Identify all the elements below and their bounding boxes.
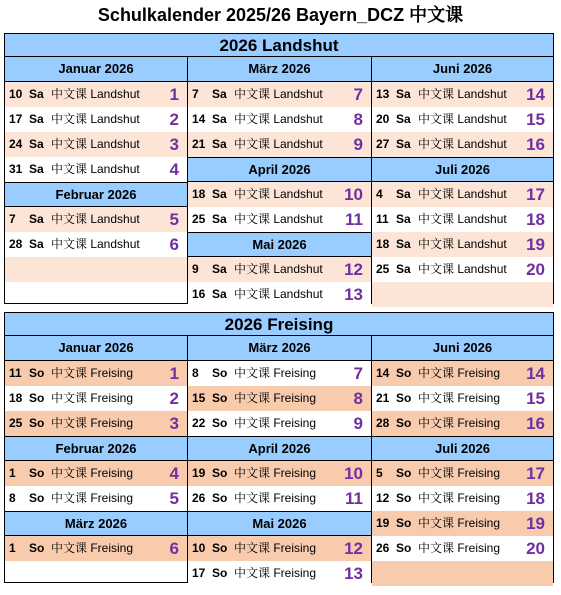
- event-name: 中文课 Freising: [51, 541, 134, 555]
- lesson-number: 11: [345, 210, 363, 229]
- event-name: 中文课 Landshut: [234, 212, 323, 226]
- page-title: Schulkalender 2025/26 Bayern_DCZ 中文课: [97, 5, 464, 25]
- lesson-number: 9: [353, 135, 363, 154]
- weekday: So: [212, 366, 228, 380]
- weekday: Sa: [396, 187, 411, 201]
- lesson-number: 10: [344, 185, 363, 204]
- empty-cell: [372, 561, 553, 586]
- event-name: 中文课 Freising: [51, 491, 134, 505]
- weekday: So: [29, 416, 45, 430]
- day-number: 28: [9, 237, 23, 251]
- event-row: [372, 486, 553, 511]
- event-row: [372, 361, 553, 386]
- month-header: Januar 2026: [5, 336, 187, 361]
- day-number: 25: [376, 262, 390, 276]
- month-rows: [5, 207, 187, 257]
- weekday: So: [212, 566, 228, 580]
- day-number: 10: [9, 87, 23, 101]
- event-name: 中文课 Landshut: [234, 87, 323, 101]
- freising-column-3: [372, 336, 553, 582]
- weekday: Sa: [212, 187, 227, 201]
- weekday: So: [212, 391, 228, 405]
- lesson-number: 20: [526, 260, 545, 279]
- lesson-number: 8: [353, 389, 363, 408]
- event-row: [188, 257, 371, 282]
- event-name: 中文课 Landshut: [418, 137, 507, 151]
- day-number: 9: [192, 262, 199, 276]
- weekday: So: [212, 416, 228, 430]
- weekday: Sa: [212, 287, 227, 301]
- weekday: Sa: [212, 262, 227, 276]
- month-header: Januar 2026: [5, 57, 187, 82]
- lesson-number: 12: [344, 539, 363, 558]
- month-rows: [188, 257, 371, 307]
- month-header: Juni 2026: [372, 57, 553, 82]
- empty-cell: [372, 282, 553, 307]
- event-row: [188, 207, 371, 232]
- day-number: 5: [376, 466, 383, 480]
- event-row: [5, 132, 187, 157]
- event-name: 中文课 Landshut: [418, 262, 507, 276]
- weekday: Sa: [396, 112, 411, 126]
- month-header: März 2026: [5, 511, 187, 536]
- day-number: 26: [192, 491, 206, 505]
- event-name: 中文课 Landshut: [51, 237, 140, 251]
- day-number: 27: [376, 137, 390, 151]
- month-header: Juni 2026: [372, 336, 553, 361]
- lesson-number: 16: [526, 135, 545, 154]
- event-name: 中文课 Freising: [51, 466, 134, 480]
- month-header: Februar 2026: [5, 436, 187, 461]
- month-header: Februar 2026: [5, 182, 187, 207]
- day-number: 10: [192, 541, 206, 555]
- month-rows: [5, 82, 187, 182]
- weekday: So: [396, 541, 412, 555]
- landshut-column-2: [188, 57, 372, 303]
- day-number: 20: [376, 112, 390, 126]
- event-name: 中文课 Landshut: [418, 237, 507, 251]
- day-number: 4: [376, 187, 383, 201]
- event-row: [5, 536, 187, 561]
- event-row: [5, 157, 187, 182]
- freising-column-1: [5, 336, 188, 582]
- day-number: 7: [9, 212, 16, 226]
- day-number: 1: [9, 466, 16, 480]
- event-name: 中文课 Freising: [418, 366, 501, 380]
- lesson-number: 19: [526, 235, 545, 254]
- lesson-number: 4: [169, 464, 179, 483]
- weekday: Sa: [396, 137, 411, 151]
- event-row: [5, 207, 187, 232]
- weekday: So: [29, 541, 45, 555]
- weekday: Sa: [29, 162, 44, 176]
- event-name: 中文课 Landshut: [418, 87, 507, 101]
- day-number: 15: [192, 391, 206, 405]
- day-number: 24: [9, 137, 23, 151]
- weekday: Sa: [212, 212, 227, 226]
- month-rows: [188, 461, 371, 511]
- event-name: 中文课 Landshut: [51, 212, 140, 226]
- day-number: 21: [376, 391, 390, 405]
- lesson-number: 14: [526, 364, 545, 383]
- freising-column-2: [188, 336, 372, 582]
- weekday: Sa: [396, 262, 411, 276]
- lesson-number: 1: [169, 85, 179, 104]
- month-rows: [188, 182, 371, 232]
- lesson-number: 9: [353, 414, 363, 433]
- day-number: 22: [192, 416, 206, 430]
- event-row: [372, 411, 553, 436]
- event-row: [372, 536, 553, 561]
- event-name: 中文课 Freising: [418, 491, 501, 505]
- event-row: [5, 232, 187, 257]
- lesson-number: 15: [526, 389, 545, 408]
- month-header: Juli 2026: [372, 157, 553, 182]
- day-number: 16: [192, 287, 206, 301]
- event-name: 中文课 Freising: [418, 541, 501, 555]
- weekday: So: [29, 366, 45, 380]
- event-row: [372, 511, 553, 536]
- event-name: 中文课 Freising: [234, 366, 317, 380]
- freising-heading: 2026 Freising: [5, 313, 553, 336]
- day-number: 26: [376, 541, 390, 555]
- event-row: [372, 182, 553, 207]
- event-name: 中文课 Freising: [234, 391, 317, 405]
- day-number: 19: [376, 516, 390, 530]
- event-row: [188, 461, 371, 486]
- event-row: [188, 82, 371, 107]
- event-row: [372, 461, 553, 486]
- day-number: 11: [9, 366, 22, 380]
- lesson-number: 17: [526, 185, 545, 204]
- event-row: [5, 486, 187, 511]
- lesson-number: 18: [526, 489, 545, 508]
- landshut-column-1: [5, 57, 188, 303]
- event-row: [5, 361, 187, 386]
- event-row: [188, 561, 371, 586]
- event-row: [372, 132, 553, 157]
- lesson-number: 1: [169, 364, 179, 383]
- day-number: 28: [376, 416, 390, 430]
- month-header: April 2026: [188, 157, 371, 182]
- event-name: 中文课 Landshut: [234, 137, 323, 151]
- weekday: So: [396, 391, 412, 405]
- weekday: Sa: [29, 87, 44, 101]
- lesson-number: 13: [344, 285, 363, 304]
- event-name: 中文课 Landshut: [234, 112, 323, 126]
- day-number: 31: [9, 162, 23, 176]
- day-number: 14: [376, 366, 390, 380]
- lesson-number: 7: [353, 85, 363, 104]
- event-row: [372, 232, 553, 257]
- landshut-heading: 2026 Landshut: [5, 34, 553, 57]
- event-row: [372, 82, 553, 107]
- lesson-number: 5: [169, 210, 179, 229]
- event-name: 中文课 Landshut: [51, 87, 140, 101]
- event-row: [188, 386, 371, 411]
- day-number: 14: [192, 112, 206, 126]
- day-number: 18: [192, 187, 206, 201]
- month-rows: [5, 536, 187, 561]
- month-header: März 2026: [188, 57, 371, 82]
- event-name: 中文课 Landshut: [51, 137, 140, 151]
- month-rows: [5, 361, 187, 436]
- lesson-number: 8: [353, 110, 363, 129]
- month-header: Mai 2026: [188, 232, 371, 257]
- day-number: 8: [192, 366, 199, 380]
- event-name: 中文课 Landshut: [418, 187, 507, 201]
- lesson-number: 12: [344, 260, 363, 279]
- month-rows: [372, 182, 553, 282]
- month-rows: [372, 361, 553, 436]
- day-number: 21: [192, 137, 206, 151]
- weekday: So: [212, 541, 228, 555]
- event-name: 中文课 Freising: [51, 366, 134, 380]
- month-header: April 2026: [188, 436, 371, 461]
- lesson-number: 18: [526, 210, 545, 229]
- event-name: 中文课 Landshut: [234, 262, 323, 276]
- weekday: So: [212, 491, 228, 505]
- event-name: 中文课 Freising: [234, 566, 317, 580]
- lesson-number: 3: [169, 414, 179, 433]
- day-number: 7: [192, 87, 199, 101]
- event-row: [5, 386, 187, 411]
- month-header: Mai 2026: [188, 511, 371, 536]
- month-rows: [188, 536, 371, 586]
- lesson-number: 16: [526, 414, 545, 433]
- lesson-number: 20: [526, 539, 545, 558]
- event-row: [372, 257, 553, 282]
- month-rows: [372, 82, 553, 157]
- weekday: Sa: [396, 212, 411, 226]
- day-number: 1: [9, 541, 16, 555]
- weekday: Sa: [212, 112, 227, 126]
- event-name: 中文课 Freising: [418, 466, 501, 480]
- weekday: Sa: [29, 237, 44, 251]
- event-name: 中文课 Freising: [418, 516, 501, 530]
- day-number: 13: [376, 87, 390, 101]
- lesson-number: 2: [169, 389, 179, 408]
- event-row: [372, 386, 553, 411]
- weekday: So: [396, 466, 412, 480]
- event-name: 中文课 Freising: [51, 391, 134, 405]
- month-rows: [188, 361, 371, 436]
- lesson-number: 6: [169, 539, 179, 558]
- event-name: 中文课 Landshut: [234, 187, 323, 201]
- event-row: [5, 461, 187, 486]
- lesson-number: 11: [345, 489, 363, 508]
- lesson-number: 4: [169, 160, 179, 179]
- weekday: Sa: [396, 87, 411, 101]
- freising-calendar: [4, 312, 554, 583]
- weekday: So: [212, 466, 228, 480]
- event-name: 中文课 Landshut: [234, 287, 323, 301]
- lesson-number: 5: [169, 489, 179, 508]
- event-row: [372, 107, 553, 132]
- month-rows: [188, 82, 371, 157]
- event-row: [188, 132, 371, 157]
- lesson-number: 3: [169, 135, 179, 154]
- event-row: [188, 411, 371, 436]
- event-name: 中文课 Freising: [418, 391, 501, 405]
- event-row: [5, 411, 187, 436]
- empty-cell: [5, 282, 187, 307]
- day-number: 25: [9, 416, 23, 430]
- lesson-number: 15: [526, 110, 545, 129]
- event-name: 中文课 Freising: [51, 416, 134, 430]
- weekday: Sa: [212, 87, 227, 101]
- day-number: 17: [192, 566, 206, 580]
- day-number: 18: [376, 237, 390, 251]
- weekday: Sa: [29, 212, 44, 226]
- lesson-number: 6: [169, 235, 179, 254]
- event-name: 中文课 Freising: [234, 491, 317, 505]
- weekday: So: [29, 466, 45, 480]
- day-number: 8: [9, 491, 16, 505]
- weekday: Sa: [29, 112, 44, 126]
- day-number: 12: [376, 491, 390, 505]
- month-header: März 2026: [188, 336, 371, 361]
- landshut-column-3: [372, 57, 553, 303]
- event-row: [5, 107, 187, 132]
- event-name: 中文课 Freising: [234, 466, 317, 480]
- day-number: 11: [376, 212, 389, 226]
- event-row: [188, 536, 371, 561]
- weekday: Sa: [212, 137, 227, 151]
- day-number: 18: [9, 391, 23, 405]
- weekday: So: [29, 391, 45, 405]
- weekday: So: [396, 516, 412, 530]
- month-rows: [5, 461, 187, 511]
- lesson-number: 13: [344, 564, 363, 583]
- event-name: 中文课 Freising: [418, 416, 501, 430]
- event-name: 中文课 Landshut: [51, 162, 140, 176]
- event-row: [5, 82, 187, 107]
- lesson-number: 10: [344, 464, 363, 483]
- lesson-number: 7: [353, 364, 363, 383]
- lesson-number: 2: [169, 110, 179, 129]
- month-header: Juli 2026: [372, 436, 553, 461]
- event-name: 中文课 Freising: [234, 541, 317, 555]
- weekday: So: [396, 416, 412, 430]
- weekday: Sa: [29, 137, 44, 151]
- day-number: 19: [192, 466, 206, 480]
- weekday: So: [396, 366, 412, 380]
- lesson-number: 19: [526, 514, 545, 533]
- weekday: So: [396, 491, 412, 505]
- event-row: [188, 107, 371, 132]
- event-row: [188, 361, 371, 386]
- event-row: [188, 182, 371, 207]
- event-name: 中文课 Landshut: [418, 112, 507, 126]
- event-row: [188, 282, 371, 307]
- event-name: 中文课 Landshut: [418, 212, 507, 226]
- lesson-number: 17: [526, 464, 545, 483]
- day-number: 25: [192, 212, 206, 226]
- day-number: 17: [9, 112, 23, 126]
- empty-cell: [5, 257, 187, 282]
- weekday: Sa: [396, 237, 411, 251]
- event-row: [372, 207, 553, 232]
- event-row: [188, 486, 371, 511]
- landshut-calendar: [4, 33, 554, 304]
- event-name: 中文课 Landshut: [51, 112, 140, 126]
- weekday: So: [29, 491, 45, 505]
- event-name: 中文课 Freising: [234, 416, 317, 430]
- month-rows: [372, 461, 553, 561]
- lesson-number: 14: [526, 85, 545, 104]
